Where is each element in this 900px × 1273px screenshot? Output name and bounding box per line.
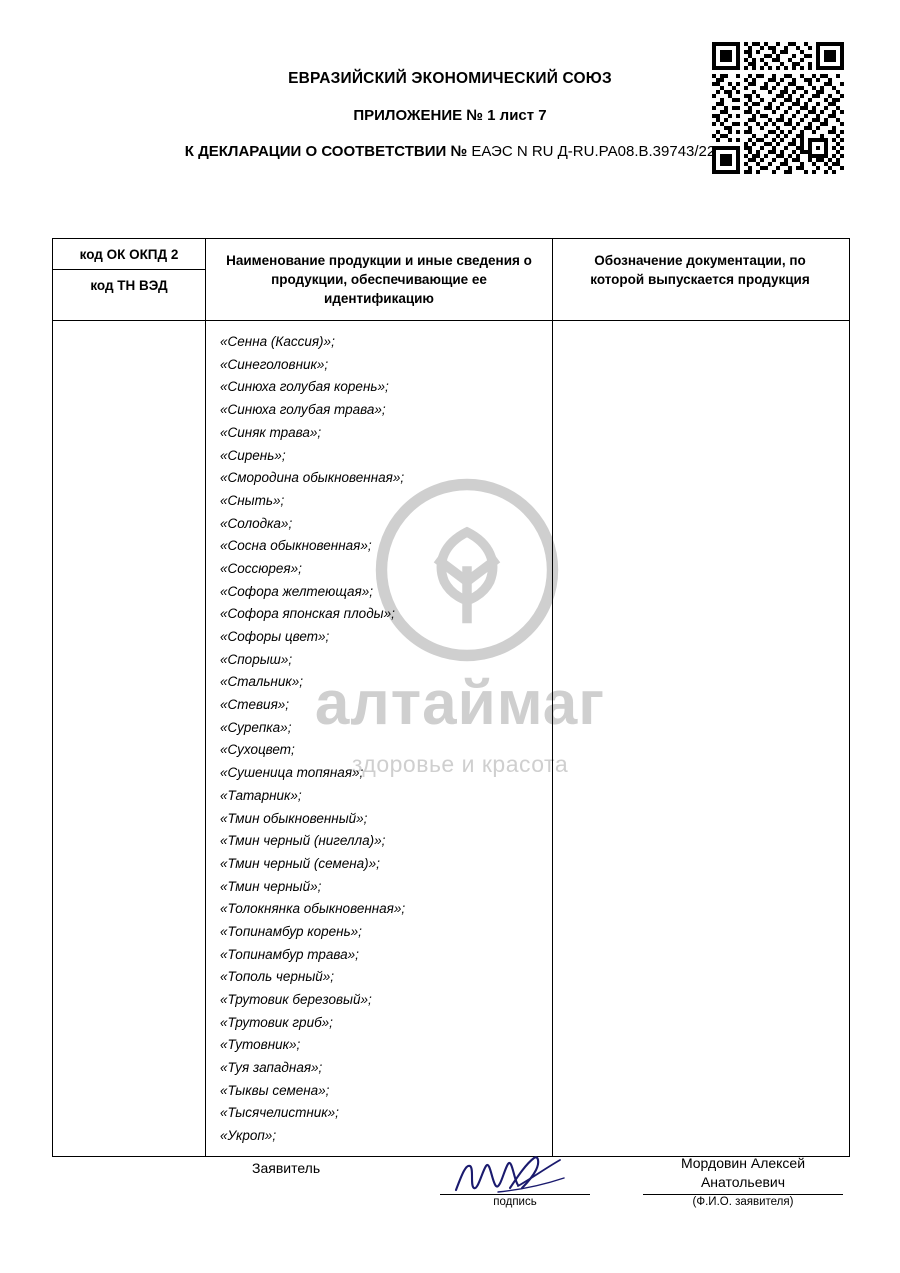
list-item: «Тутовник»; bbox=[220, 1037, 301, 1053]
list-item: «Спорыш»; bbox=[220, 651, 293, 667]
table-body-row bbox=[53, 321, 849, 1156]
declaration-number: ЕАЭС N RU Д-RU.РА08.В.39743/22 bbox=[471, 143, 716, 160]
cell-documentation bbox=[553, 321, 847, 1156]
list-item: «Стальник»; bbox=[220, 674, 303, 690]
header-cell-product-name: Наименование продукции и иные сведения о продукции, обеспечивающие ее идентификацию bbox=[205, 239, 553, 320]
list-item: «Сосна обыкновенная»; bbox=[220, 538, 372, 554]
list-item: «Тысячелистник»; bbox=[220, 1105, 339, 1121]
list-item: «Соссюрея»; bbox=[220, 560, 302, 576]
list-item: «Трутовик гриб»; bbox=[220, 1014, 333, 1030]
list-item: «Синяк трава»; bbox=[220, 424, 322, 440]
list-item: «Синеголовник»; bbox=[220, 356, 329, 372]
applicant-label: Заявитель bbox=[252, 1160, 321, 1176]
list-item: «Тмин черный (семена)»; bbox=[220, 855, 380, 871]
header-line-declaration bbox=[0, 143, 900, 160]
list-item: «Сушеница топяная»; bbox=[220, 765, 364, 781]
signature-line bbox=[440, 1194, 590, 1195]
header-tnved: код ТН ВЭД bbox=[90, 278, 168, 293]
products-table bbox=[52, 238, 850, 1157]
list-item: «Сенна (Кассия)»; bbox=[220, 334, 335, 350]
applicant-name-caption: (Ф.И.О. заявителя) bbox=[692, 1195, 794, 1208]
list-item: «Топинамбур корень»; bbox=[220, 923, 362, 939]
list-item: «Сныть»; bbox=[220, 492, 285, 508]
header-cell-documentation: Обозначение документации, по которой выпускается продукция bbox=[590, 253, 810, 288]
header-cell-codes bbox=[53, 239, 205, 320]
cell-product-list bbox=[205, 321, 553, 1156]
list-item: «Сурепка»; bbox=[220, 719, 292, 735]
list-item: «Сирень»; bbox=[220, 447, 286, 463]
list-item: «Софоры цвет»; bbox=[220, 629, 330, 644]
applicant-name-block bbox=[638, 1154, 848, 1208]
list-item: «Синюха голубая трава»; bbox=[220, 402, 386, 418]
declaration-label: К ДЕКЛАРАЦИИ О СООТВЕТСТВИИ № bbox=[184, 143, 468, 160]
document-header bbox=[0, 70, 900, 160]
list-item: «Трутовик березовый»; bbox=[220, 992, 372, 1007]
list-item: «Тыквы семена»; bbox=[220, 1082, 330, 1098]
list-item: «Синюха голубая корень»; bbox=[220, 379, 389, 395]
list-item: «Тополь черный»; bbox=[220, 969, 335, 985]
signature-block bbox=[52, 1148, 848, 1238]
header-okpd: код ОК ОКПД 2 bbox=[53, 239, 205, 270]
watermark-text: алтаймаг bbox=[314, 669, 606, 738]
table-header-row bbox=[53, 239, 849, 321]
list-item: «Тмин черный»; bbox=[220, 878, 322, 894]
applicant-name-line2: Анатольевич bbox=[700, 1173, 786, 1190]
list-item: «Татарник»; bbox=[220, 787, 302, 803]
list-item: «Тмин обыкновенный»; bbox=[220, 810, 368, 826]
list-item: «Тмин черный (нигелла)»; bbox=[220, 833, 386, 849]
watermark-subtext: здоровье и красота bbox=[351, 751, 569, 777]
list-item: «Софора желтеющая»; bbox=[220, 583, 373, 599]
list-item: «Укроп»; bbox=[220, 1128, 277, 1144]
list-item: «Топинамбур трава»; bbox=[220, 946, 359, 962]
header-line-union: ЕВРАЗИЙСКИЙ ЭКОНОМИЧЕСКИЙ СОЮЗ bbox=[288, 70, 612, 87]
list-item: «Стевия»; bbox=[220, 697, 290, 713]
list-item: «Солодка»; bbox=[220, 515, 293, 531]
cell-codes bbox=[53, 321, 205, 1156]
list-item: «Смородина обыкновенная»; bbox=[220, 470, 405, 486]
applicant-name-line1: Мордовин Алексей bbox=[680, 1155, 806, 1171]
signature-icon bbox=[448, 1152, 578, 1196]
list-item: «Туя западная»; bbox=[220, 1060, 323, 1076]
list-item: «Толокнянка обыкновенная»; bbox=[220, 901, 406, 917]
header-line-appendix: ПРИЛОЖЕНИЕ № 1 лист 7 bbox=[353, 107, 547, 124]
list-item: «Сухоцвет; bbox=[220, 742, 295, 758]
signature-caption: подпись bbox=[493, 1196, 537, 1208]
list-item: «Софора японская плоды»; bbox=[220, 606, 395, 622]
